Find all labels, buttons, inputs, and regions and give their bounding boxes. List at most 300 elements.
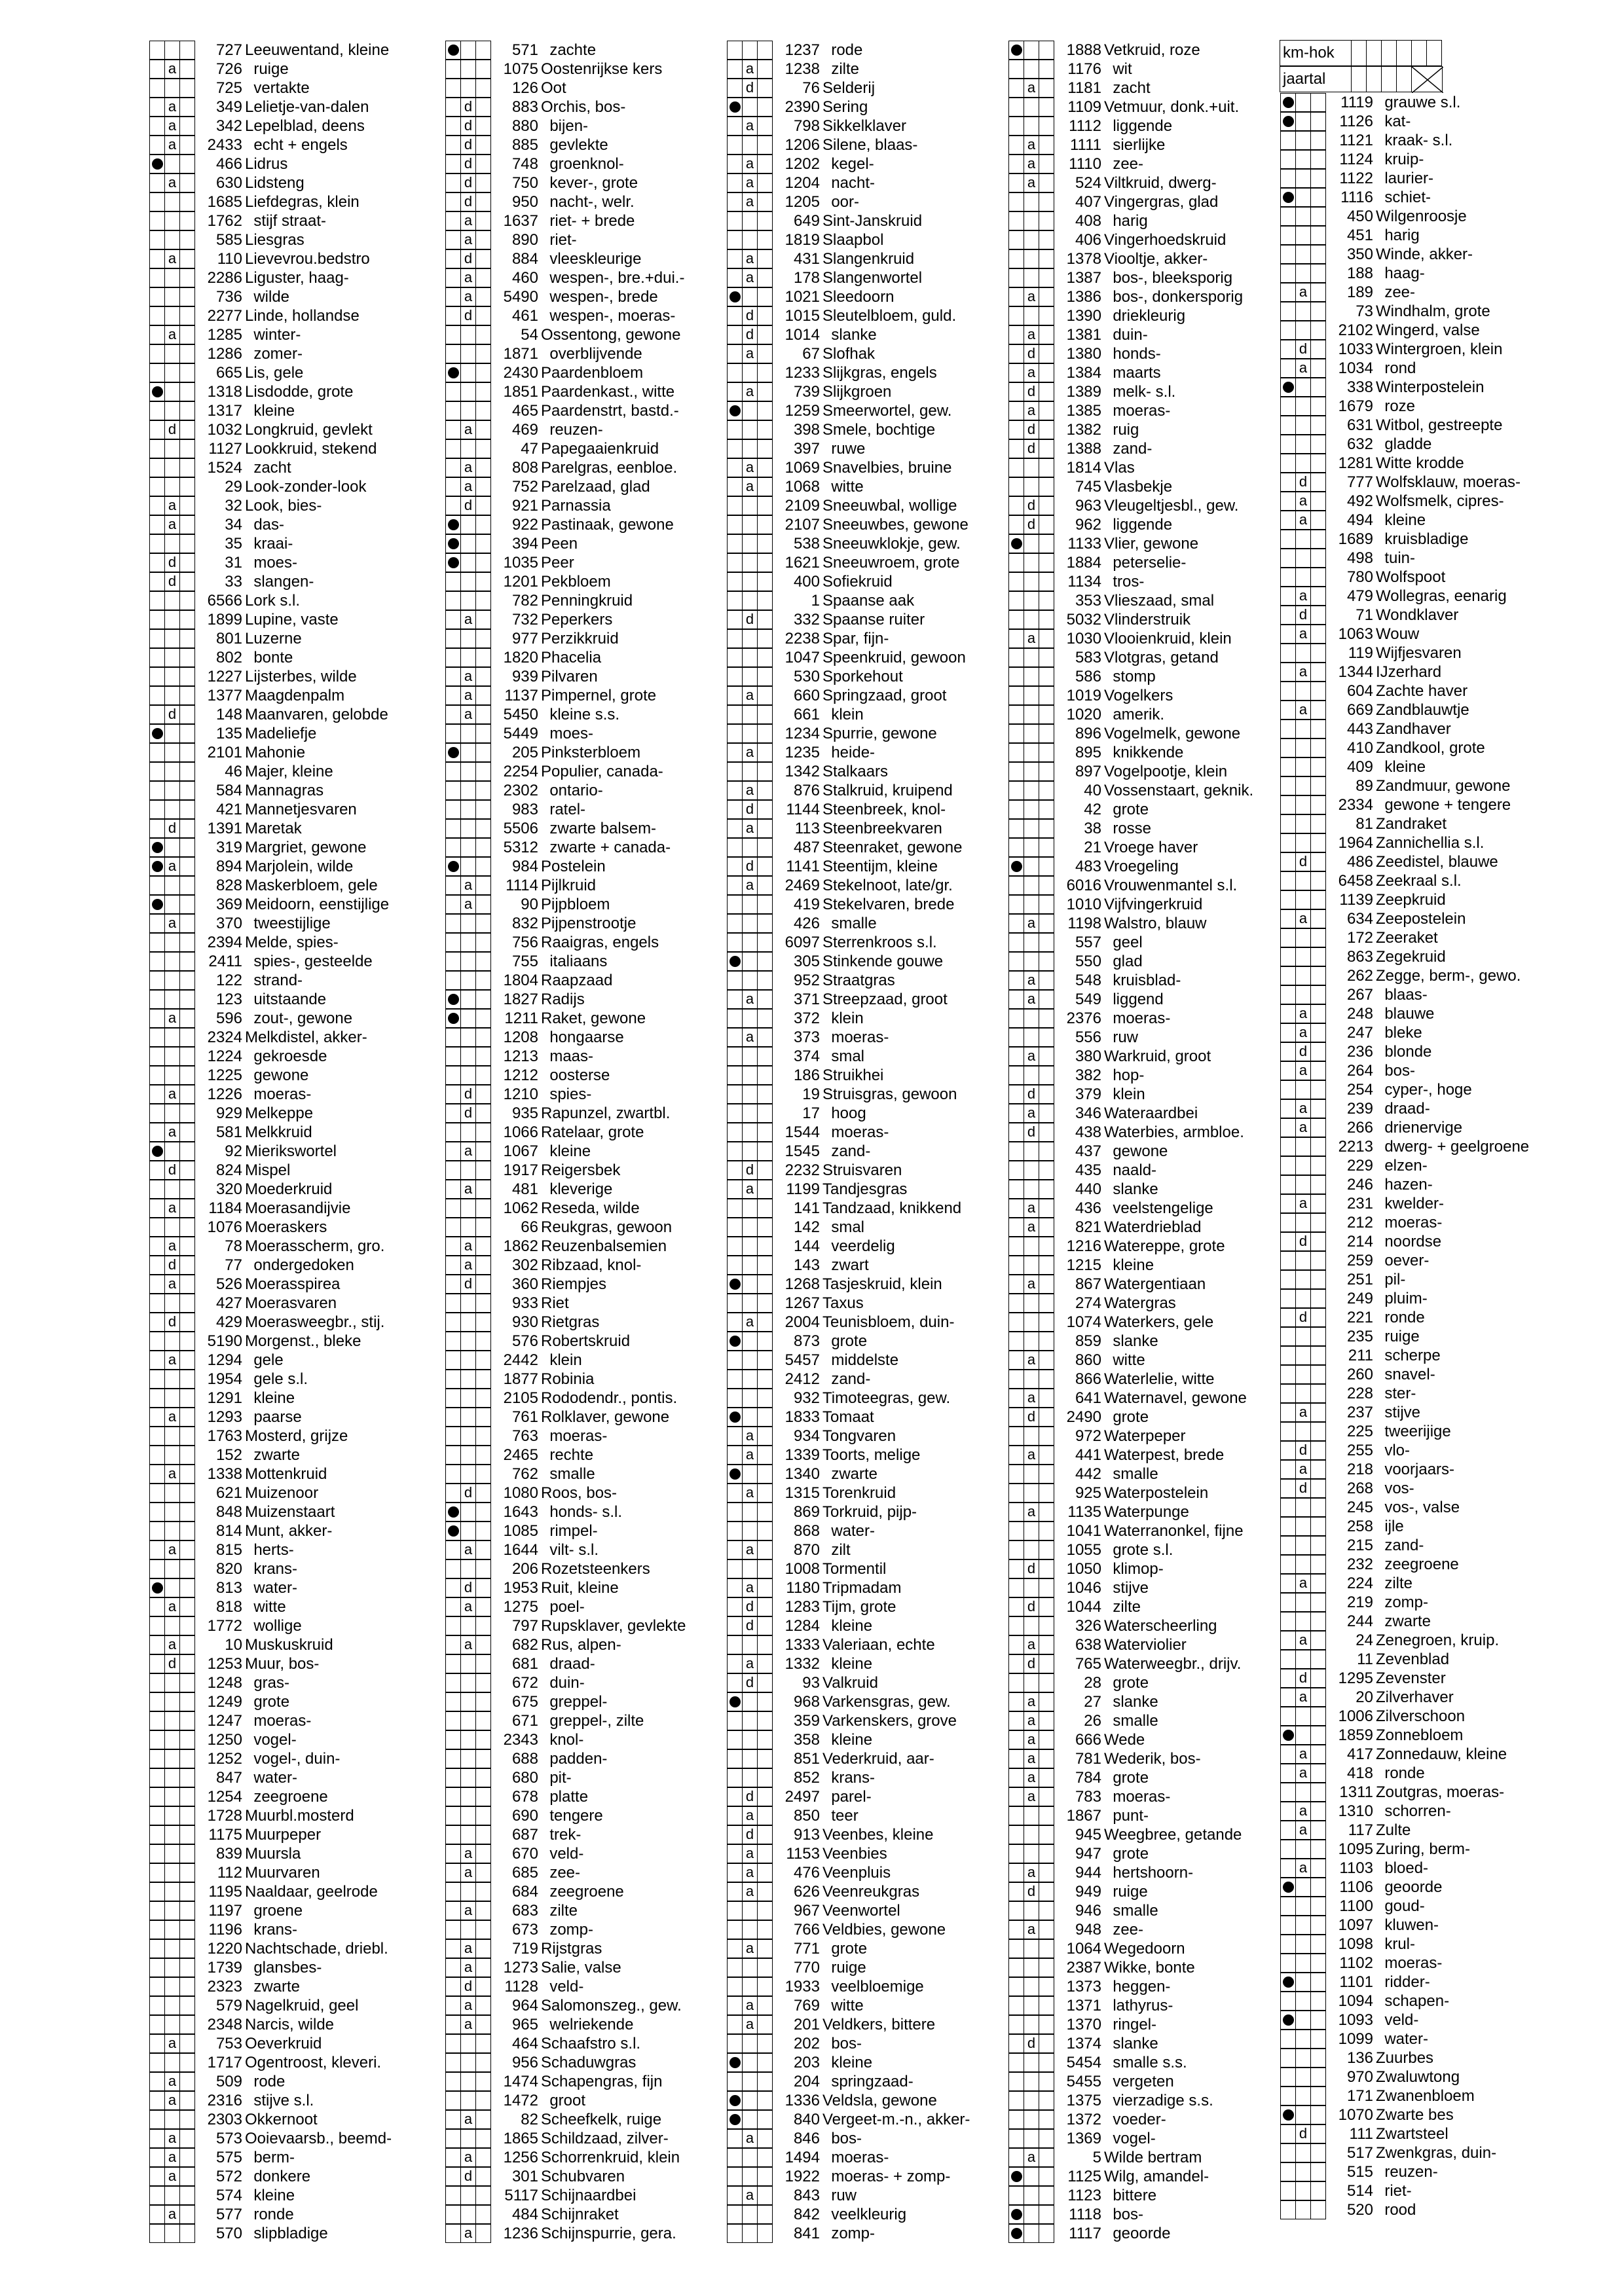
tick-box[interactable] [475,1692,491,1711]
status-box[interactable]: d [164,819,180,838]
tick-box[interactable] [727,1958,743,1977]
tick-box[interactable] [149,1370,165,1389]
tick-box[interactable] [1280,1118,1296,1137]
tick-box[interactable] [1039,363,1054,382]
tick-box[interactable] [445,1882,461,1901]
tick-box[interactable] [1310,1935,1326,1954]
tick-box[interactable] [1280,852,1296,871]
tick-box[interactable] [1008,230,1024,249]
status-box[interactable] [460,1199,476,1218]
tick-box[interactable] [475,496,491,515]
status-box[interactable] [460,724,476,743]
status-box[interactable] [460,2072,476,2091]
tick-box[interactable] [179,515,195,534]
tick-box[interactable] [727,1047,743,1066]
tick-box[interactable] [1039,1673,1054,1692]
tick-box[interactable] [1008,1730,1024,1749]
tick-box[interactable] [1039,287,1054,306]
tick-box[interactable] [475,1047,491,1066]
tick-box[interactable] [1039,933,1054,952]
tick-box[interactable] [1310,701,1326,720]
tick-box[interactable] [757,1863,773,1882]
status-box[interactable] [1024,819,1039,838]
tick-box[interactable] [757,2167,773,2186]
tick-box[interactable] [179,2205,195,2224]
tick-box[interactable] [179,1768,195,1787]
tick-box[interactable] [1310,1175,1326,1194]
tick-box[interactable] [475,1977,491,1996]
status-box[interactable] [460,401,476,420]
filled-dot-icon[interactable] [445,1522,461,1540]
filled-dot-icon[interactable] [445,41,461,60]
tick-box[interactable] [1008,1085,1024,1104]
tick-box[interactable] [445,1066,461,1085]
tick-box[interactable] [149,2053,165,2072]
status-box[interactable] [164,1218,180,1237]
status-box[interactable] [1295,1422,1311,1441]
filled-dot-icon[interactable] [1280,188,1296,207]
tick-box[interactable] [757,1465,773,1484]
tick-box[interactable] [1039,60,1054,79]
tick-box[interactable] [1008,439,1024,458]
tick-box[interactable] [1310,757,1326,776]
status-box[interactable]: d [1024,1882,1039,1901]
tick-box[interactable] [1310,2030,1326,2049]
status-box[interactable] [460,2186,476,2205]
tick-box[interactable] [727,1597,743,1616]
tick-box[interactable] [445,79,461,98]
tick-box[interactable] [1008,1142,1024,1161]
tick-box[interactable] [757,117,773,136]
tick-box[interactable] [445,876,461,895]
status-box[interactable]: a [460,1939,476,1958]
tick-box[interactable] [475,60,491,79]
tick-box[interactable] [1280,1156,1296,1175]
tick-box[interactable] [1008,1408,1024,1427]
tick-box[interactable] [727,420,743,439]
status-box[interactable]: a [1295,1061,1311,1080]
tick-box[interactable] [727,1939,743,1958]
tick-box[interactable] [149,1730,165,1749]
status-box[interactable]: a [742,1313,758,1332]
tick-box[interactable] [757,952,773,971]
status-box[interactable] [164,1673,180,1692]
tick-box[interactable] [757,420,773,439]
tick-box[interactable] [1039,1540,1054,1559]
tick-box[interactable] [149,1294,165,1313]
tick-box[interactable] [1280,1593,1296,1612]
status-box[interactable] [1024,1578,1039,1597]
status-box[interactable] [1295,947,1311,966]
tick-box[interactable] [757,1939,773,1958]
status-box[interactable]: a [1024,1692,1039,1711]
tick-box[interactable] [757,1237,773,1256]
status-box[interactable] [1024,2205,1039,2224]
tick-box[interactable] [757,1540,773,1559]
status-box[interactable]: a [164,98,180,117]
tick-box[interactable] [1280,435,1296,454]
tick-box[interactable] [475,1028,491,1047]
status-box[interactable]: a [742,1427,758,1446]
tick-box[interactable] [475,155,491,173]
tick-box[interactable] [1039,572,1054,591]
tick-box[interactable] [1008,743,1024,762]
tick-box[interactable] [475,1085,491,1104]
tick-box[interactable] [475,2034,491,2053]
status-box[interactable] [460,1218,476,1237]
tick-box[interactable] [475,1597,491,1616]
tick-box[interactable] [179,287,195,306]
tick-box[interactable] [1310,1099,1326,1118]
tick-box[interactable] [179,819,195,838]
tick-box[interactable] [445,1977,461,1996]
tick-box[interactable] [1310,302,1326,321]
tick-box[interactable] [179,2224,195,2243]
filled-dot-icon[interactable] [727,1332,743,1351]
tick-box[interactable] [475,1427,491,1446]
tick-box[interactable] [757,686,773,705]
tick-box[interactable] [149,2091,165,2110]
tick-box[interactable] [727,800,743,819]
tick-box[interactable] [1039,1313,1054,1332]
tick-box[interactable] [179,60,195,79]
tick-box[interactable] [1280,2181,1296,2200]
status-box[interactable]: a [164,173,180,192]
status-box[interactable] [742,1389,758,1408]
tick-box[interactable] [1008,2034,1024,2053]
status-box[interactable] [742,553,758,572]
status-box[interactable] [1024,1977,1039,1996]
status-box[interactable]: d [1024,2034,1039,2053]
status-box[interactable] [1295,1289,1311,1308]
tick-box[interactable] [1008,610,1024,629]
km-hok-box[interactable] [1366,40,1382,66]
tick-box[interactable] [1039,819,1054,838]
tick-box[interactable] [1008,1749,1024,1768]
tick-box[interactable] [475,2091,491,2110]
tick-box[interactable] [1310,150,1326,169]
status-box[interactable] [1024,2129,1039,2148]
status-box[interactable] [1024,1009,1039,1028]
tick-box[interactable] [1039,1749,1054,1768]
status-box[interactable]: a [1024,1635,1039,1654]
tick-box[interactable] [179,1806,195,1825]
status-box[interactable]: a [460,895,476,914]
tick-box[interactable] [1039,2186,1054,2205]
tick-box[interactable] [1039,1104,1054,1123]
tick-box[interactable] [1310,1308,1326,1327]
tick-box[interactable] [445,1825,461,1844]
tick-box[interactable] [727,439,743,458]
status-box[interactable] [164,1559,180,1578]
tick-box[interactable] [1280,530,1296,549]
tick-box[interactable] [149,496,165,515]
tick-box[interactable] [757,1522,773,1540]
tick-box[interactable] [1310,1878,1326,1897]
status-box[interactable] [460,781,476,800]
tick-box[interactable] [757,1294,773,1313]
status-box[interactable] [164,1692,180,1711]
status-box[interactable]: d [742,1161,758,1180]
status-box[interactable] [164,1711,180,1730]
tick-box[interactable] [727,1503,743,1522]
tick-box[interactable] [1039,1066,1054,1085]
status-box[interactable]: a [742,155,758,173]
status-box[interactable] [1024,1237,1039,1256]
status-box[interactable] [1295,1612,1311,1631]
tick-box[interactable] [179,1313,195,1332]
status-box[interactable] [1024,1427,1039,1446]
tick-box[interactable] [1039,857,1054,876]
tick-box[interactable] [1008,667,1024,686]
status-box[interactable] [742,762,758,781]
tick-box[interactable] [727,610,743,629]
status-box[interactable]: a [460,667,476,686]
status-box[interactable] [460,1408,476,1427]
tick-box[interactable] [475,1863,491,1882]
tick-box[interactable] [179,1939,195,1958]
tick-box[interactable] [179,1825,195,1844]
tick-box[interactable] [1280,1745,1296,1764]
status-box[interactable]: a [1024,363,1039,382]
tick-box[interactable] [1008,401,1024,420]
tick-box[interactable] [1039,1939,1054,1958]
status-box[interactable] [460,1920,476,1939]
status-box[interactable] [164,781,180,800]
tick-box[interactable] [149,1939,165,1958]
status-box[interactable] [1024,1142,1039,1161]
tick-box[interactable] [475,344,491,363]
tick-box[interactable] [149,1597,165,1616]
status-box[interactable] [460,1768,476,1787]
tick-box[interactable] [1280,568,1296,587]
status-box[interactable] [742,1275,758,1294]
status-box[interactable]: a [164,914,180,933]
tick-box[interactable] [445,2053,461,2072]
tick-box[interactable] [727,1882,743,1901]
tick-box[interactable] [149,2072,165,2091]
tick-box[interactable] [1310,1156,1326,1175]
tick-box[interactable] [1039,1427,1054,1446]
status-box[interactable]: d [164,572,180,591]
tick-box[interactable] [1310,2200,1326,2219]
tick-box[interactable] [445,629,461,648]
status-box[interactable] [1295,1916,1311,1935]
tick-box[interactable] [727,743,743,762]
tick-box[interactable] [445,724,461,743]
status-box[interactable]: d [460,98,476,117]
tick-box[interactable] [1008,1237,1024,1256]
status-box[interactable]: a [460,268,476,287]
status-box[interactable] [742,2205,758,2224]
tick-box[interactable] [179,1446,195,1465]
tick-box[interactable] [727,1218,743,1237]
tick-box[interactable] [1008,1825,1024,1844]
tick-box[interactable] [445,2186,461,2205]
status-box[interactable] [1295,1783,1311,1802]
status-box[interactable] [460,1559,476,1578]
status-box[interactable] [1295,454,1311,473]
status-box[interactable] [164,1958,180,1977]
status-box[interactable] [1295,188,1311,207]
tick-box[interactable] [1280,1365,1296,1384]
status-box[interactable]: d [460,136,476,155]
tick-box[interactable] [149,572,165,591]
tick-box[interactable] [445,1920,461,1939]
tick-box[interactable] [179,230,195,249]
tick-box[interactable] [727,1294,743,1313]
tick-box[interactable] [757,268,773,287]
tick-box[interactable] [149,79,165,98]
status-box[interactable]: d [742,1825,758,1844]
tick-box[interactable] [1310,2105,1326,2124]
tick-box[interactable] [475,1484,491,1503]
tick-box[interactable] [727,1237,743,1256]
filled-dot-icon[interactable] [445,553,461,572]
tick-box[interactable] [445,401,461,420]
tick-box[interactable] [1039,382,1054,401]
status-box[interactable]: d [460,1275,476,1294]
status-box[interactable] [164,724,180,743]
tick-box[interactable] [1280,2049,1296,2068]
tick-box[interactable] [475,553,491,572]
tick-box[interactable] [727,1540,743,1559]
tick-box[interactable] [727,1123,743,1142]
status-box[interactable]: d [1295,1669,1311,1688]
tick-box[interactable] [1039,686,1054,705]
tick-box[interactable] [149,1844,165,1863]
status-box[interactable]: a [1024,1199,1039,1218]
status-box[interactable] [1024,572,1039,591]
tick-box[interactable] [445,1673,461,1692]
tick-box[interactable] [149,1237,165,1256]
tick-box[interactable] [149,553,165,572]
tick-box[interactable] [149,743,165,762]
status-box[interactable]: a [1295,1688,1311,1707]
tick-box[interactable] [149,1920,165,1939]
status-box[interactable] [1024,60,1039,79]
filled-dot-icon[interactable] [1280,112,1296,131]
status-box[interactable]: d [460,1578,476,1597]
tick-box[interactable] [445,914,461,933]
tick-box[interactable] [1280,169,1296,188]
tick-box[interactable] [149,117,165,136]
status-box[interactable] [460,1465,476,1484]
tick-box[interactable] [149,1635,165,1654]
tick-box[interactable] [149,211,165,230]
tick-box[interactable] [1039,1275,1054,1294]
tick-box[interactable] [179,1256,195,1275]
tick-box[interactable] [727,515,743,534]
filled-dot-icon[interactable] [727,1465,743,1484]
tick-box[interactable] [1039,800,1054,819]
status-box[interactable] [742,1370,758,1389]
tick-box[interactable] [149,1484,165,1503]
tick-box[interactable] [727,344,743,363]
tick-box[interactable] [757,971,773,990]
tick-box[interactable] [1039,1446,1054,1465]
tick-box[interactable] [757,2091,773,2110]
status-box[interactable]: a [164,496,180,515]
tick-box[interactable] [1008,1654,1024,1673]
status-box[interactable]: a [164,2205,180,2224]
status-box[interactable] [742,914,758,933]
tick-box[interactable] [1039,2205,1054,2224]
tick-box[interactable] [727,1446,743,1465]
tick-box[interactable] [179,496,195,515]
tick-box[interactable] [1008,1939,1024,1958]
status-box[interactable] [1295,644,1311,663]
tick-box[interactable] [149,268,165,287]
tick-box[interactable] [1310,435,1326,454]
tick-box[interactable] [1039,1484,1054,1503]
tick-box[interactable] [475,895,491,914]
tick-box[interactable] [1008,1351,1024,1370]
tick-box[interactable] [1280,1821,1296,1840]
tick-box[interactable] [1310,511,1326,530]
status-box[interactable]: d [164,1654,180,1673]
status-box[interactable] [1295,112,1311,131]
tick-box[interactable] [757,1787,773,1806]
status-box[interactable] [164,41,180,60]
tick-box[interactable] [727,2148,743,2167]
status-box[interactable] [1024,1028,1039,1047]
status-box[interactable] [460,990,476,1009]
tick-box[interactable] [727,41,743,60]
tick-box[interactable] [179,1180,195,1199]
status-box[interactable] [1024,117,1039,136]
tick-box[interactable] [149,1028,165,1047]
tick-box[interactable] [1039,1730,1054,1749]
tick-box[interactable] [149,1446,165,1465]
tick-box[interactable] [179,382,195,401]
status-box[interactable]: a [742,1540,758,1559]
status-box[interactable] [460,819,476,838]
tick-box[interactable] [1039,914,1054,933]
tick-box[interactable] [179,1692,195,1711]
tick-box[interactable] [1008,1256,1024,1275]
status-box[interactable] [460,1313,476,1332]
status-box[interactable]: a [164,1123,180,1142]
status-box[interactable]: d [1295,1232,1311,1251]
tick-box[interactable] [757,1180,773,1199]
tick-box[interactable] [1039,1237,1054,1256]
tick-box[interactable] [475,838,491,857]
tick-box[interactable] [1310,871,1326,890]
status-box[interactable] [742,1142,758,1161]
tick-box[interactable] [1310,1821,1326,1840]
status-box[interactable] [460,1009,476,1028]
status-box[interactable] [164,990,180,1009]
tick-box[interactable] [1310,1042,1326,1061]
status-box[interactable]: a [1024,1730,1039,1749]
tick-box[interactable] [179,1711,195,1730]
status-box[interactable] [164,933,180,952]
tick-box[interactable] [1310,738,1326,757]
tick-box[interactable] [179,1142,195,1161]
status-box[interactable] [164,1901,180,1920]
tick-box[interactable] [1280,1137,1296,1156]
filled-dot-icon[interactable] [1280,2011,1296,2030]
status-box[interactable] [1024,705,1039,724]
tick-box[interactable] [475,1996,491,2015]
tick-box[interactable] [1310,1479,1326,1498]
tick-box[interactable] [757,287,773,306]
tick-box[interactable] [1008,1787,1024,1806]
tick-box[interactable] [757,819,773,838]
tick-box[interactable] [179,1370,195,1389]
tick-box[interactable] [1039,724,1054,743]
